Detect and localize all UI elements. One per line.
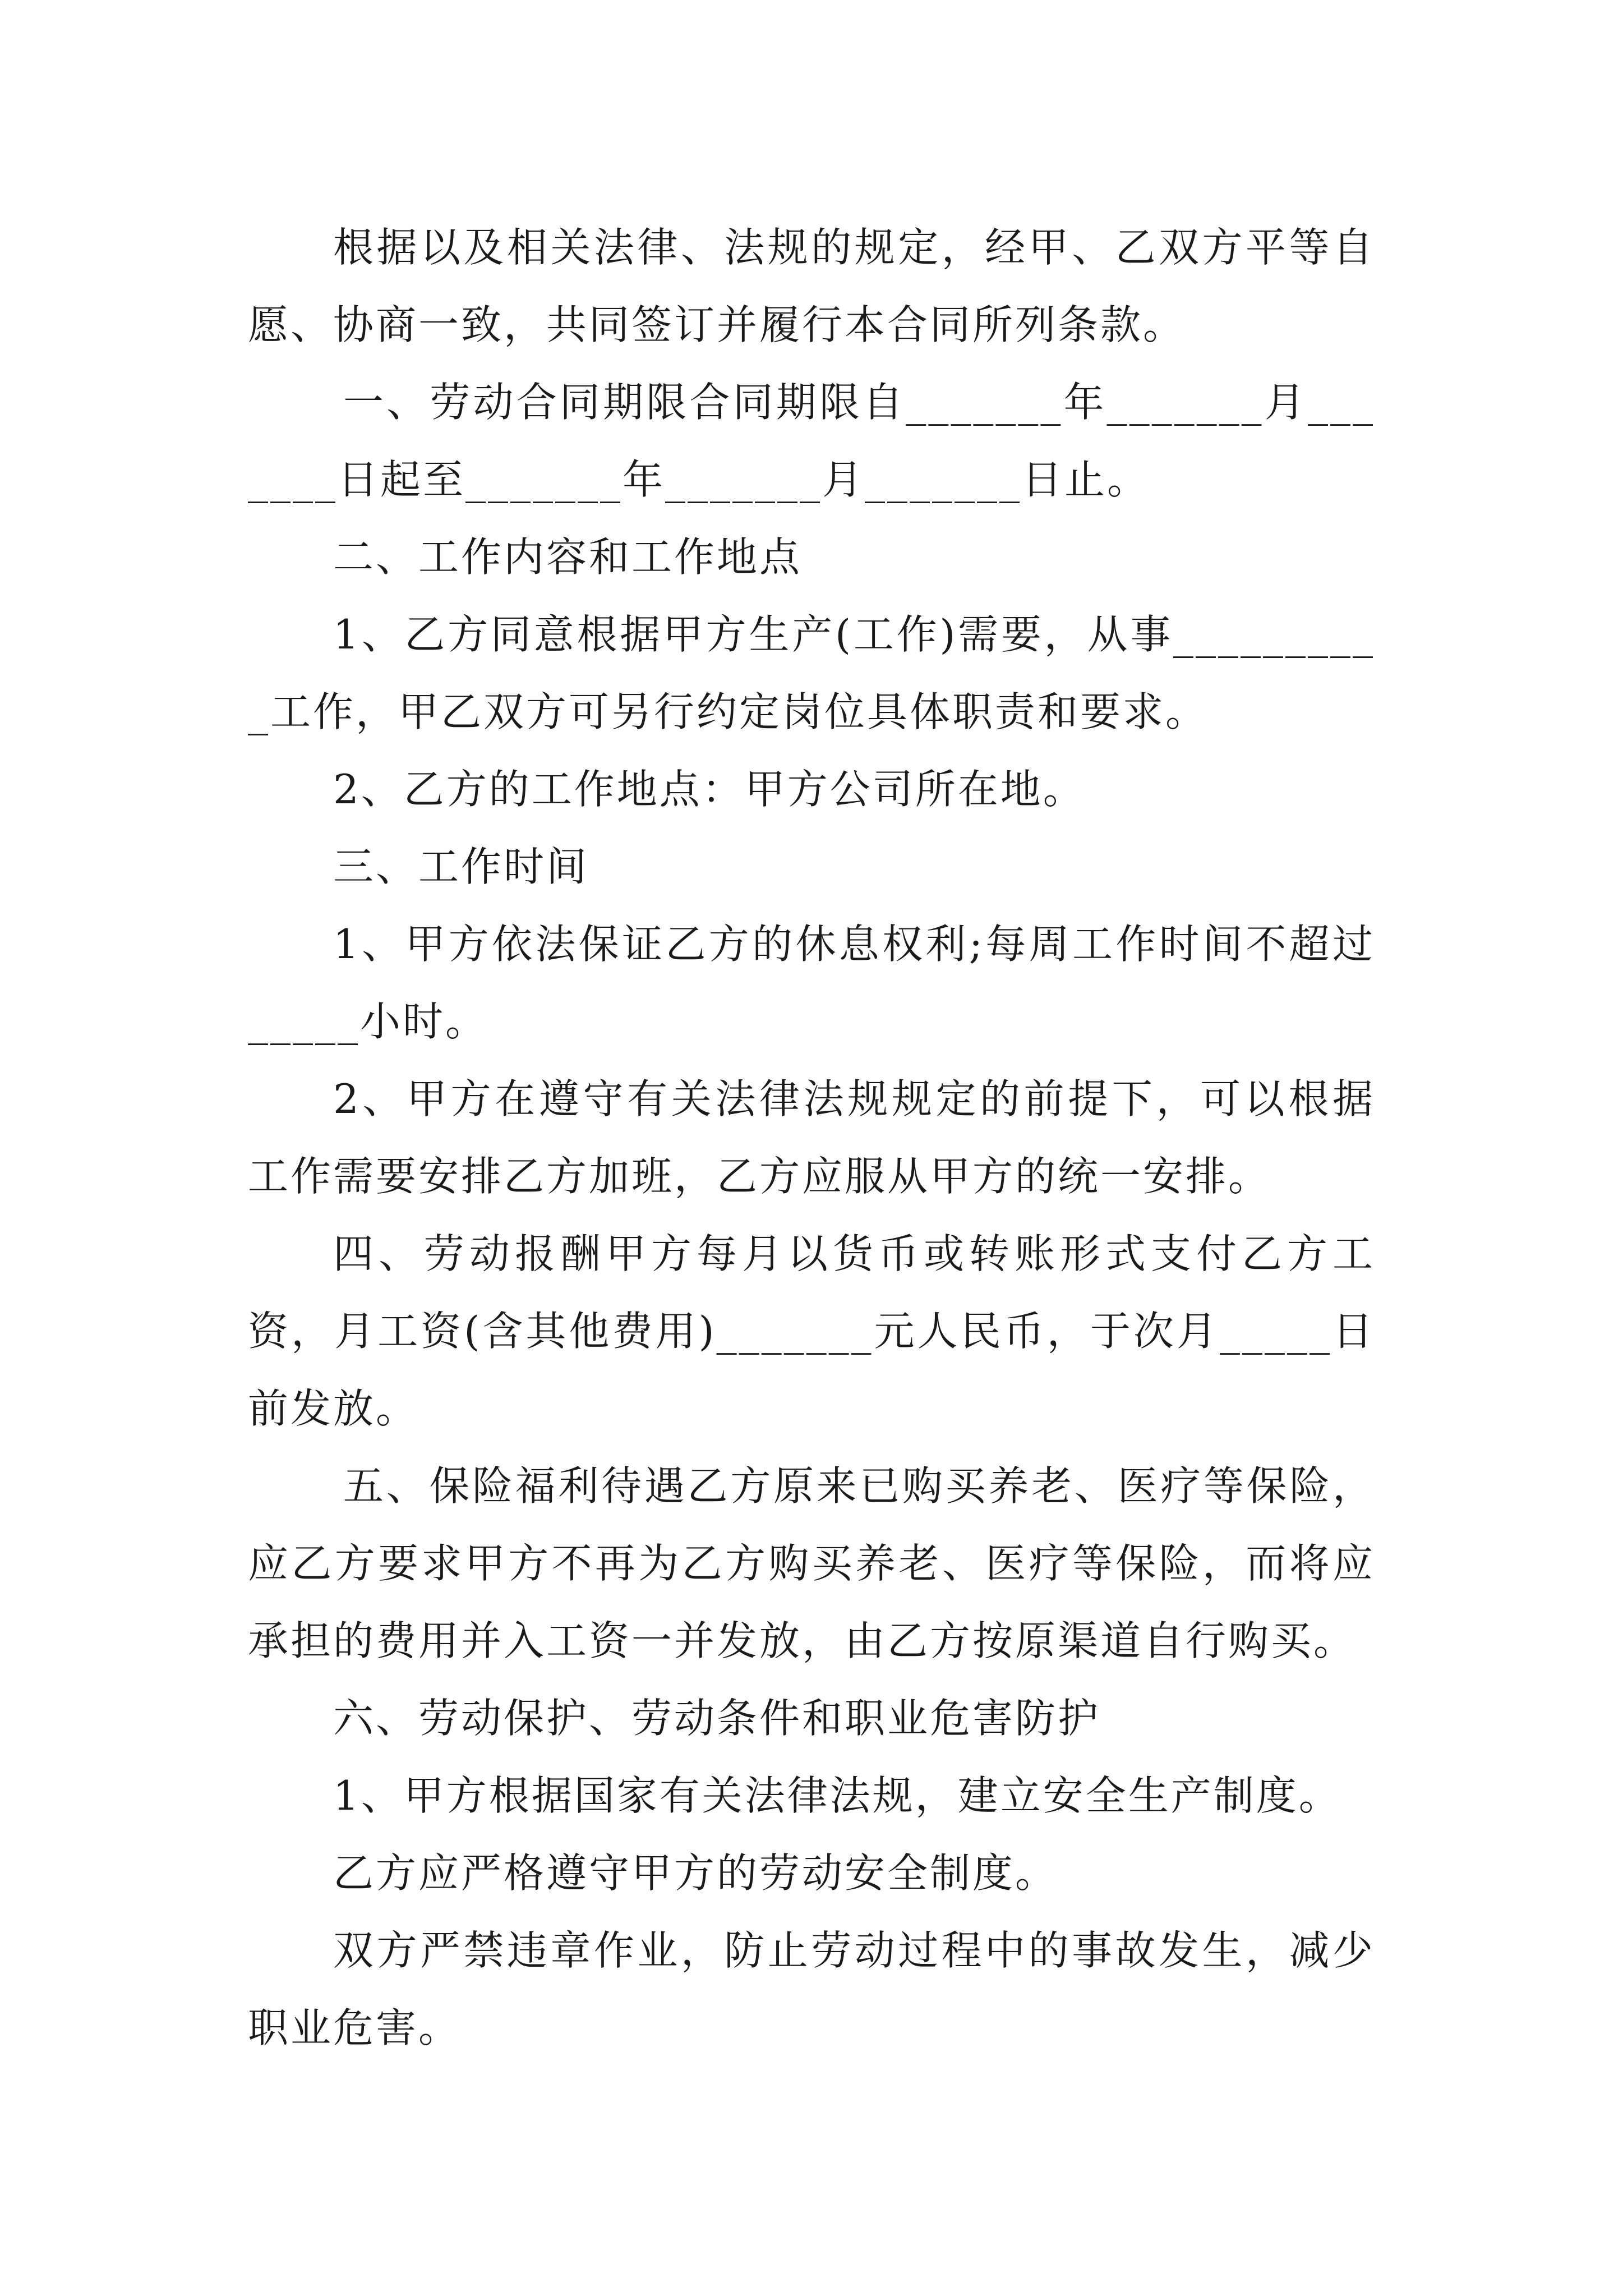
paragraph-insurance-benefits: 五、保险福利待遇乙方原来已购买养老、医疗等保险，应乙方要求甲方不再为乙方购买养老、医疗等保险，而将应承担的费用并入工资一并发放，由乙方按原渠道自行购买。 xyxy=(248,1462,1375,1664)
paragraph-labor-protection-3: 双方严禁违章作业，防止劳动过程中的事故发生，减少职业危害。 xyxy=(248,1927,1375,2051)
document-body xyxy=(248,209,1375,2067)
paragraph-working-hours-2: 2、甲方在遵守有关法律法规规定的前提下，可以根据工作需要安排乙方加班，乙方应服从甲方的统一安排。 xyxy=(248,1075,1375,1200)
paragraph-work-content-2: 2、乙方的工作地点：甲方公司所在地。 xyxy=(333,766,1086,813)
paragraph-labor-protection-2: 乙方应严格遵守甲方的劳动安全制度。 xyxy=(333,1849,1058,1897)
paragraph-contract-term: 一、劳动合同期限合同期限自_______年_______月_______日起至_______年_______月_______日止。 xyxy=(248,379,1375,503)
paragraph-work-content-1: 1、乙方同意根据甲方生产(工作)需要，从事__________工作，甲乙双方可另行约定岗位具体职责和要求。 xyxy=(248,611,1375,735)
paragraph-preamble: 根据以及相关法律、法规的规定，经甲、乙双方平等自愿、协商一致，共同签订并履行本合同所列条款。 xyxy=(248,224,1375,348)
paragraph-working-hours-heading: 三、工作时间 xyxy=(333,843,589,890)
paragraph-labor-protection-heading: 六、劳动保护、劳动条件和职业危害防护 xyxy=(333,1695,1101,1742)
paragraph-labor-protection-1: 1、甲方根据国家有关法律法规，建立安全生产制度。 xyxy=(333,1772,1341,1819)
paragraph-remuneration: 四、劳动报酬甲方每月以货币或转账形式支付乙方工资，月工资(含其他费用)_______元人民币，于次月_____日前发放。 xyxy=(248,1230,1375,1432)
paragraph-work-content-heading: 二、工作内容和工作地点 xyxy=(333,533,803,581)
paragraph-working-hours-1: 1、甲方依法保证乙方的休息权利;每周工作时间不超过_____小时。 xyxy=(248,921,1375,1045)
